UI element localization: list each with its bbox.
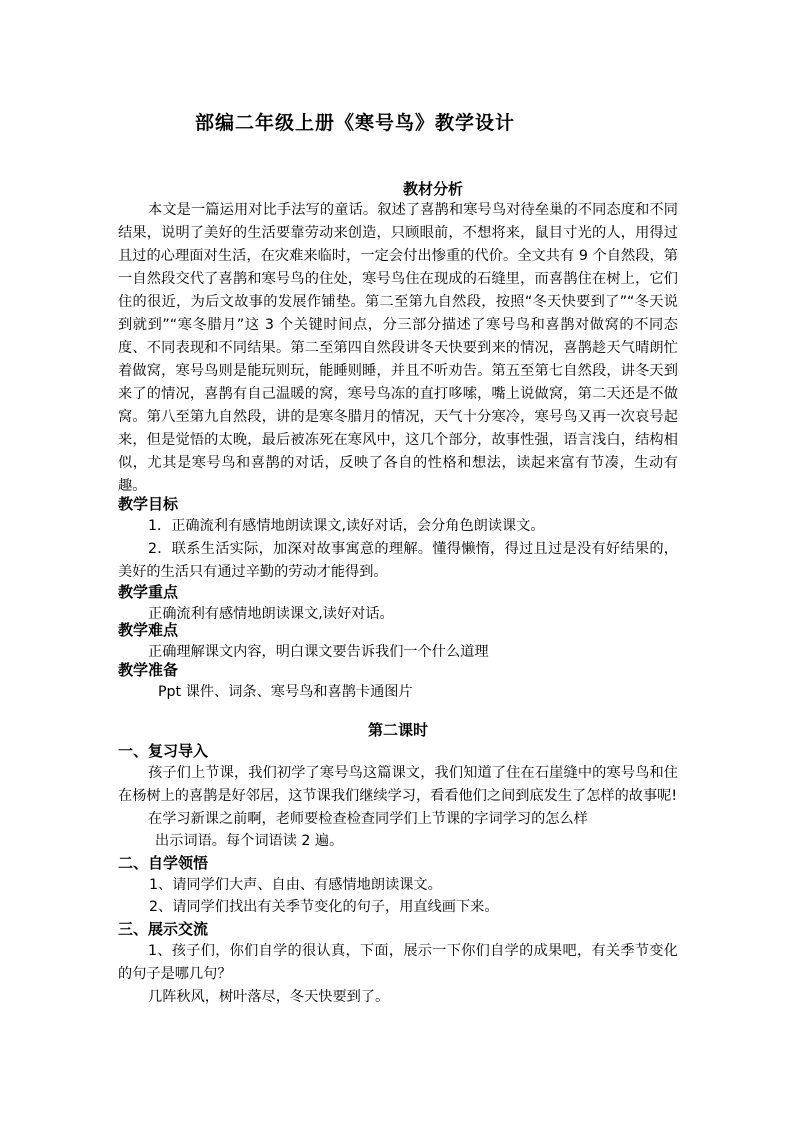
part3-heading: 三、展示交流	[118, 920, 209, 938]
prep-heading: 教学准备	[118, 661, 179, 679]
part1-heading: 一、复习导入	[118, 742, 209, 760]
goal-item-1: 1．正确流利有感情地朗读课文,读好对话，会分角色朗读课文。	[148, 518, 545, 534]
part3-line-2: 几阵秋风，树叶落尽，冬天快要到了。	[148, 989, 390, 1005]
lesson-heading: 第二课时	[367, 721, 428, 739]
document-title: 部编二年级上册《寒号鸟》教学设计	[194, 112, 515, 134]
goals-section	[118, 493, 678, 584]
difficulty-heading: 教学难点	[118, 621, 179, 639]
analysis-section	[118, 178, 678, 498]
analysis-paragraph: 本文是一篇运用对比手法写的童话。叙述了喜鹊和寒号鸟对待垒巢的不同态度和不同结果，说明了美好的生活要靠劳动来创造，只顾眼前，不想将来，鼠目寸光的人，用得过且过的心理面对生活，在灾难来临时，一定会付出惨重的代价。全文共有 9 个自然段，第一自然段交代了喜鹊和寒号鸟的住处，寒号鸟住在现成的石缝里，而喜鹊住在树上，它们住的很近，为后文故事的发展作铺垫。第二至第九自然段，按照“冬天快要到了”“冬天说到就到”“寒冬腊月”这 3 个关键时间点，分三部分描述了寒号鸟和喜鹊对做窝的不同态度、不同表现和不同结果。第二至第四自然段讲冬天快要到来的情况，喜鹊趁天气晴朗忙着做窝，寒号鸟则是能玩则玩，能睡则睡，并且不听劝告。第五至第七自然段，讲冬天到来了的情况，喜鹊有自己温暖的窝，寒号鸟冻的直打哆嗦，嘴上说做窝，第二天还是不做窝。第八至第九自然段，讲的是寒冬腊月的情况，天气十分寒冷，寒号鸟又再一次哀号起来，但是觉悟的太晚，最后被冻死在寒风中，这几个部分，故事性强，语言浅白，结构相似，尤其是寒号鸟和喜鹊的对话，反映了各自的性格和想法，读起来富有节凑，生动有趣。	[118, 202, 678, 494]
part1-line-2: 在学习新课之前啊，老师要检查检查同学们上节课的字词学习的怎么样	[148, 811, 588, 827]
prep-text: Ppt 课件、词条、寒号鸟和喜鹊卡通图片	[158, 684, 413, 700]
goal-item-2: 2．联系生活实际，加深对故事寓意的理解。懂得懒惰，得过且过是没有好结果的，美好的生活只有通过辛勤的劳动才能得到。	[118, 541, 678, 580]
part1-line-3: 出示词语。每个词语读 2 遍。	[155, 833, 344, 849]
part2-line-2: 2、请同学们找出有关季节变化的句子，用直线画下来。	[149, 899, 499, 915]
part1-paragraph: 孩子们上节课，我们初学了寒号鸟这篇课文，我们知道了住在石崖缝中的寒号鸟和住在杨树上的喜鹊是好邻居，这节课我们继续学习，看看他们之间到底发生了怎样的故事呢!	[118, 765, 678, 804]
focus-text: 正确流利有感情地朗读课文,读好对话。	[148, 606, 394, 622]
difficulty-section	[118, 619, 678, 663]
part2-line-1: 1、请同学们大声、自由、有感情地朗读课文。	[149, 877, 442, 893]
part2-heading: 二、自学领悟	[118, 854, 209, 872]
analysis-heading: 教材分析	[402, 180, 463, 198]
prep-section	[118, 659, 678, 703]
focus-heading: 教学重点	[118, 583, 179, 601]
part3-paragraph: 1、孩子们，你们自学的很认真，下面，展示一下你们自学的成果吧，有关季节变化的句子是哪几句？	[118, 943, 678, 982]
goals-heading: 教学目标	[118, 495, 179, 513]
difficulty-text: 正确理解课文内容，明白课文要告诉我们一个什么道理	[148, 644, 489, 660]
lesson-section	[118, 719, 678, 1008]
